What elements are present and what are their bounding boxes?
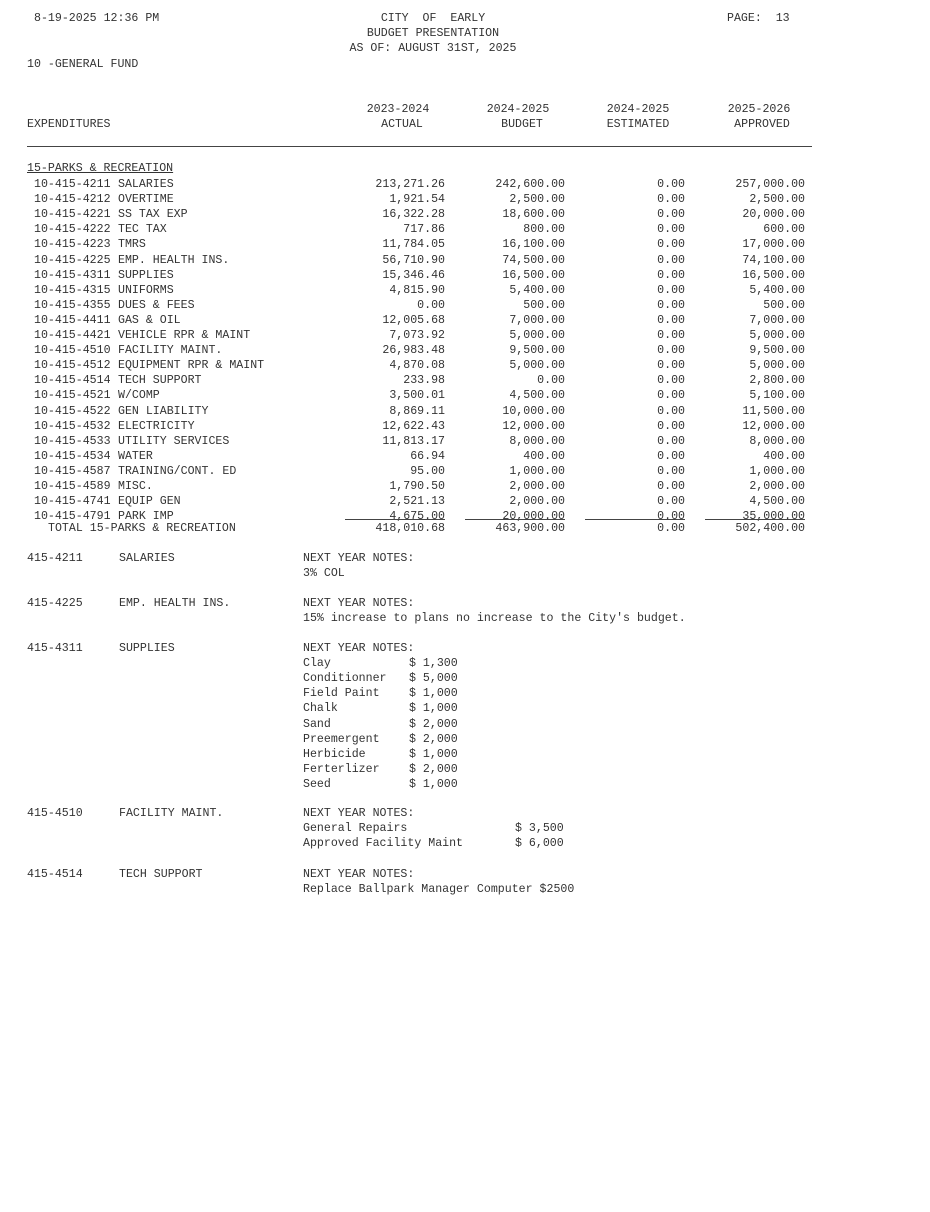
row-actual: 12,005.68 [382,314,445,327]
row-actual: 213,271.26 [375,178,445,191]
row-description: WATER [118,450,153,463]
row-estimated: 0.00 [657,193,685,206]
note-account-code: 415-4311 [27,642,83,655]
note-line-label: 15% increase to plans no increase to the City's budget. [303,612,686,625]
note-line-amount: $ 1,000 [409,748,458,761]
row-description: FACILITY MAINT. [118,344,223,357]
row-account: 10-415-4421 [34,329,111,342]
row-approved: 9,500.00 [749,344,805,357]
row-approved: 1,000.00 [749,465,805,478]
row-actual: 26,983.48 [382,344,445,357]
col-header-approved-kind: APPROVED [734,118,790,131]
row-description: OVERTIME [118,193,174,206]
row-actual: 95.00 [410,465,445,478]
row-estimated: 0.00 [657,344,685,357]
note-heading: NEXT YEAR NOTES: [303,807,415,820]
row-budget: 4,500.00 [509,389,565,402]
row-estimated: 0.00 [657,480,685,493]
note-account-name: SUPPLIES [119,642,175,655]
row-estimated: 0.00 [657,269,685,282]
note-account-name: SALARIES [119,552,175,565]
total-rule-estimated [585,519,685,520]
note-line-amount: $ 1,000 [409,702,458,715]
row-description: VEHICLE RPR & MAINT [118,329,251,342]
row-description: SS TAX EXP [118,208,188,221]
row-budget: 16,100.00 [502,238,565,251]
note-line-amount: $ 1,000 [409,687,458,700]
row-actual: 1,790.50 [389,480,445,493]
row-budget: 2,500.00 [509,193,565,206]
col-header-estimated-year: 2024-2025 [606,103,670,116]
department-heading: 15-PARKS & RECREATION [27,162,174,175]
row-estimated: 0.00 [657,329,685,342]
row-description: ELECTRICITY [118,420,195,433]
note-line-amount: $ 1,300 [409,657,458,670]
row-description: MISC. [118,480,153,493]
note-line-amount: $ 6,000 [515,837,564,850]
total-rule-actual [345,519,445,520]
row-approved: 16,500.00 [742,269,805,282]
row-description: DUES & FEES [118,299,195,312]
row-account: 10-415-4741 [34,495,111,508]
row-budget: 8,000.00 [509,435,565,448]
row-estimated: 0.00 [657,178,685,191]
total-actual: 418,010.68 [375,522,445,535]
note-line-label: Field Paint [303,687,380,700]
row-description: UNIFORMS [118,284,174,297]
row-actual: 15,346.46 [382,269,445,282]
note-heading: NEXT YEAR NOTES: [303,642,415,655]
row-description: SALARIES [118,178,174,191]
row-actual: 4,675.00 [389,510,445,523]
report-title: BUDGET PRESENTATION [366,27,500,40]
note-account-code: 415-4510 [27,807,83,820]
note-line-amount: $ 2,000 [409,733,458,746]
row-actual: 11,784.05 [382,238,445,251]
row-estimated: 0.00 [657,374,685,387]
row-budget: 10,000.00 [502,405,565,418]
row-account: 10-415-4222 [34,223,111,236]
note-account-name: EMP. HEALTH INS. [119,597,231,610]
row-description: EQUIPMENT RPR & MAINT [118,359,265,372]
row-description: UTILITY SERVICES [118,435,230,448]
note-account-code: 415-4211 [27,552,83,565]
row-account: 10-415-4311 [34,269,111,282]
row-account: 10-415-4533 [34,435,111,448]
col-header-estimated-kind: ESTIMATED [606,118,670,131]
row-approved: 17,000.00 [742,238,805,251]
row-account: 10-415-4355 [34,299,111,312]
row-account: 10-415-4587 [34,465,111,478]
row-actual: 233.98 [403,374,445,387]
col-header-actual-kind: ACTUAL [381,118,423,131]
note-account-name: FACILITY MAINT. [119,807,224,820]
row-actual: 16,322.28 [382,208,445,221]
row-account: 10-415-4225 [34,254,111,267]
row-budget: 5,000.00 [509,329,565,342]
row-approved: 5,000.00 [749,359,805,372]
row-budget: 12,000.00 [502,420,565,433]
row-approved: 5,400.00 [749,284,805,297]
row-actual: 3,500.01 [389,389,445,402]
total-approved: 502,400.00 [735,522,805,535]
note-line-amount: $ 1,000 [409,778,458,791]
row-actual: 66.94 [410,450,445,463]
note-heading: NEXT YEAR NOTES: [303,868,415,881]
row-actual: 4,870.08 [389,359,445,372]
row-approved: 2,000.00 [749,480,805,493]
row-estimated: 0.00 [657,208,685,221]
note-heading: NEXT YEAR NOTES: [303,597,415,610]
row-account: 10-415-4534 [34,450,111,463]
note-line-label: Seed [303,778,331,791]
row-estimated: 0.00 [657,510,685,523]
row-description: EQUIP GEN [118,495,181,508]
row-approved: 35,000.00 [742,510,805,523]
row-account: 10-415-4223 [34,238,111,251]
row-actual: 4,815.90 [389,284,445,297]
row-estimated: 0.00 [657,389,685,402]
row-account: 10-415-4510 [34,344,111,357]
row-estimated: 0.00 [657,450,685,463]
row-budget: 400.00 [523,450,565,463]
row-estimated: 0.00 [657,314,685,327]
row-description: PARK IMP [118,510,174,523]
row-actual: 7,073.92 [389,329,445,342]
row-approved: 74,100.00 [742,254,805,267]
row-account: 10-415-4221 [34,208,111,221]
row-budget: 1,000.00 [509,465,565,478]
row-estimated: 0.00 [657,284,685,297]
total-label: TOTAL 15-PARKS & RECREATION [48,522,236,535]
report-as-of: AS OF: AUGUST 31ST, 2025 [349,42,517,55]
row-actual: 11,813.17 [382,435,445,448]
row-account: 10-415-4589 [34,480,111,493]
row-approved: 2,800.00 [749,374,805,387]
row-budget: 2,000.00 [509,480,565,493]
row-actual: 1,921.54 [389,193,445,206]
row-approved: 20,000.00 [742,208,805,221]
note-line-amount: $ 5,000 [409,672,458,685]
row-estimated: 0.00 [657,435,685,448]
row-account: 10-415-4514 [34,374,111,387]
row-account: 10-415-4512 [34,359,111,372]
note-account-code: 415-4514 [27,868,83,881]
row-budget: 74,500.00 [502,254,565,267]
note-line-label: Approved Facility Maint [303,837,464,850]
report-city: CITY OF EARLY [380,12,486,25]
note-heading: NEXT YEAR NOTES: [303,552,415,565]
note-line-label: 3% COL [303,567,345,580]
column-label-expenditures: EXPENDITURES [27,118,111,131]
row-account: 10-415-4791 [34,510,111,523]
note-line-label: General Repairs [303,822,408,835]
col-header-budget-kind: BUDGET [501,118,543,131]
col-header-actual-year: 2023-2024 [366,103,430,116]
row-account: 10-415-4532 [34,420,111,433]
page-number: PAGE: 13 [727,12,790,25]
row-approved: 5,100.00 [749,389,805,402]
row-estimated: 0.00 [657,299,685,312]
row-description: TEC TAX [118,223,167,236]
row-account: 10-415-4411 [34,314,111,327]
note-line-amount: $ 2,000 [409,718,458,731]
row-actual: 0.00 [417,299,445,312]
row-actual: 56,710.90 [382,254,445,267]
note-line-label: Clay [303,657,331,670]
row-approved: 11,500.00 [742,405,805,418]
fund-name: 10 -GENERAL FUND [27,58,139,71]
row-description: GEN LIABILITY [118,405,209,418]
row-budget: 500.00 [523,299,565,312]
row-account: 10-415-4212 [34,193,111,206]
row-actual: 717.86 [403,223,445,236]
row-description: TMRS [118,238,146,251]
row-estimated: 0.00 [657,223,685,236]
row-estimated: 0.00 [657,238,685,251]
row-approved: 500.00 [763,299,805,312]
row-description: TRAINING/CONT. ED [118,465,237,478]
row-approved: 600.00 [763,223,805,236]
row-description: EMP. HEALTH INS. [118,254,230,267]
row-actual: 2,521.13 [389,495,445,508]
row-estimated: 0.00 [657,465,685,478]
row-account: 10-415-4522 [34,405,111,418]
row-budget: 9,500.00 [509,344,565,357]
row-account: 10-415-4211 [34,178,111,191]
row-account: 10-415-4521 [34,389,111,402]
note-line-label: Preemergent [303,733,380,746]
row-approved: 257,000.00 [735,178,805,191]
row-actual: 12,622.43 [382,420,445,433]
note-line-label: Chalk [303,702,338,715]
header-divider [27,146,812,147]
row-budget: 18,600.00 [502,208,565,221]
row-account: 10-415-4315 [34,284,111,297]
row-budget: 5,400.00 [509,284,565,297]
row-budget: 2,000.00 [509,495,565,508]
row-approved: 2,500.00 [749,193,805,206]
row-description: GAS & OIL [118,314,181,327]
row-approved: 4,500.00 [749,495,805,508]
note-line-amount: $ 2,000 [409,763,458,776]
note-line-label: Herbicide [303,748,366,761]
note-line-label: Replace Ballpark Manager Computer $2500 [303,883,575,896]
note-account-name: TECH SUPPORT [119,868,203,881]
row-actual: 8,869.11 [389,405,445,418]
row-approved: 7,000.00 [749,314,805,327]
note-line-label: Conditionner [303,672,387,685]
row-budget: 20,000.00 [502,510,565,523]
row-description: W/COMP [118,389,160,402]
total-rule-approved [705,519,805,520]
row-budget: 800.00 [523,223,565,236]
row-budget: 5,000.00 [509,359,565,372]
row-approved: 5,000.00 [749,329,805,342]
note-line-amount: $ 3,500 [515,822,564,835]
row-estimated: 0.00 [657,405,685,418]
row-budget: 7,000.00 [509,314,565,327]
row-budget: 0.00 [537,374,565,387]
note-line-label: Ferterlizer [303,763,380,776]
row-estimated: 0.00 [657,495,685,508]
row-budget: 242,600.00 [495,178,565,191]
row-approved: 12,000.00 [742,420,805,433]
col-header-approved-year: 2025-2026 [727,103,791,116]
total-estimated: 0.00 [657,522,685,535]
row-approved: 400.00 [763,450,805,463]
note-line-label: Sand [303,718,331,731]
row-description: TECH SUPPORT [118,374,202,387]
row-estimated: 0.00 [657,359,685,372]
report-datetime: 8-19-2025 12:36 PM [34,12,160,25]
note-account-code: 415-4225 [27,597,83,610]
row-estimated: 0.00 [657,254,685,267]
total-budget: 463,900.00 [495,522,565,535]
row-approved: 8,000.00 [749,435,805,448]
total-rule-budget [465,519,565,520]
row-description: SUPPLIES [118,269,174,282]
col-header-budget-year: 2024-2025 [486,103,550,116]
row-budget: 16,500.00 [502,269,565,282]
row-estimated: 0.00 [657,420,685,433]
